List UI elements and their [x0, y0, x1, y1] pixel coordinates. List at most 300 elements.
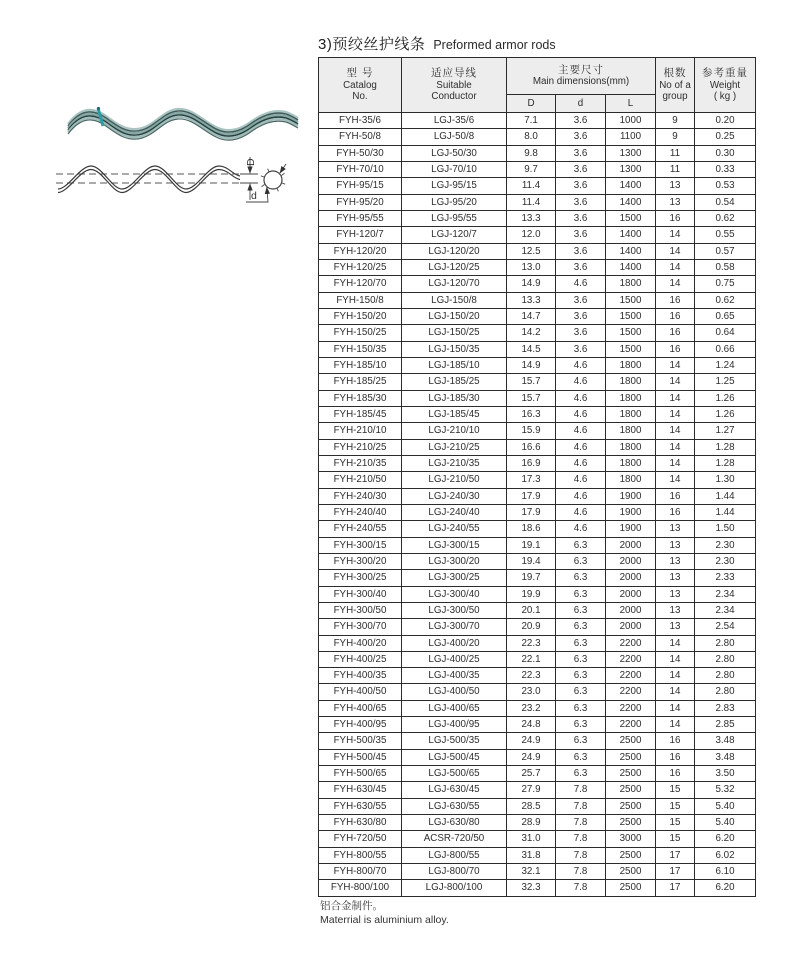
- table-row: [319, 831, 756, 847]
- table-cell: 4.6: [556, 439, 606, 455]
- table-cell: 1900: [606, 504, 656, 520]
- table-cell: 8.0: [507, 129, 556, 145]
- table-cell: 13: [656, 586, 695, 602]
- table-cell: 1800: [606, 439, 656, 455]
- table-cell: FYH-400/20: [319, 635, 402, 651]
- table-cell: 6.20: [695, 831, 756, 847]
- table-cell: FYH-300/15: [319, 537, 402, 553]
- table-cell: 0.65: [695, 308, 756, 324]
- table-cell: FYH-630/80: [319, 815, 402, 831]
- table-row: [319, 259, 756, 275]
- table-cell: 24.9: [507, 749, 556, 765]
- spec-table-body: [319, 113, 756, 897]
- table-cell: 2000: [606, 602, 656, 618]
- table-cell: LGJ-150/20: [402, 308, 507, 324]
- table-cell: LGJ-400/25: [402, 651, 507, 667]
- table-cell: LGJ-210/10: [402, 423, 507, 439]
- table-cell: 13.3: [507, 210, 556, 226]
- table-cell: 14: [656, 635, 695, 651]
- table-cell: 2.80: [695, 651, 756, 667]
- table-cell: 14.7: [507, 308, 556, 324]
- table-row: [319, 570, 756, 586]
- table-cell: 1.30: [695, 472, 756, 488]
- table-cell: 1500: [606, 325, 656, 341]
- table-cell: 3.6: [556, 178, 606, 194]
- table-cell: 19.7: [507, 570, 556, 586]
- table-cell: 6.3: [556, 668, 606, 684]
- table-cell: LGJ-400/50: [402, 684, 507, 700]
- table-cell: 2.80: [695, 668, 756, 684]
- table-cell: 3.6: [556, 259, 606, 275]
- col-header-weight: [695, 58, 756, 113]
- table-cell: 3.6: [556, 210, 606, 226]
- table-cell: 1400: [606, 178, 656, 194]
- table-cell: 3.6: [556, 243, 606, 259]
- table-cell: FYH-400/65: [319, 700, 402, 716]
- table-cell: 14: [656, 472, 695, 488]
- table-cell: LGJ-800/100: [402, 880, 507, 896]
- table-cell: 15.7: [507, 374, 556, 390]
- table-row: [319, 749, 756, 765]
- table-cell: 1.50: [695, 521, 756, 537]
- table-cell: 2.80: [695, 635, 756, 651]
- table-cell: 14: [656, 357, 695, 373]
- table-cell: 14: [656, 439, 695, 455]
- table-cell: 13.0: [507, 259, 556, 275]
- table-cell: 16: [656, 308, 695, 324]
- table-row: [319, 243, 756, 259]
- table-cell: 23.0: [507, 684, 556, 700]
- table-cell: 7.8: [556, 864, 606, 880]
- table-cell: 17: [656, 864, 695, 880]
- rod-outline: [58, 166, 240, 193]
- table-cell: LGJ-400/35: [402, 668, 507, 684]
- table-cell: 14.2: [507, 325, 556, 341]
- table-cell: 13: [656, 553, 695, 569]
- table-cell: LGJ-630/45: [402, 782, 507, 798]
- table-cell: FYH-500/45: [319, 749, 402, 765]
- table-cell: LGJ-300/20: [402, 553, 507, 569]
- table-cell: LGJ-500/35: [402, 733, 507, 749]
- table-cell: 1000: [606, 113, 656, 129]
- table-cell: FYH-800/70: [319, 864, 402, 880]
- table-cell: 11.4: [507, 178, 556, 194]
- table-cell: 1100: [606, 129, 656, 145]
- table-cell: LGJ-400/65: [402, 700, 507, 716]
- table-cell: FYH-185/25: [319, 374, 402, 390]
- table-row: [319, 488, 756, 504]
- table-cell: 2000: [606, 570, 656, 586]
- table-cell: 32.3: [507, 880, 556, 896]
- table-cell: 0.62: [695, 210, 756, 226]
- table-cell: 9: [656, 129, 695, 145]
- table-cell: 5.40: [695, 798, 756, 814]
- table-cell: 1800: [606, 472, 656, 488]
- table-cell: 14: [656, 700, 695, 716]
- table-cell: 16.9: [507, 455, 556, 471]
- armor-rods-photo: [62, 96, 302, 151]
- table-cell: FYH-70/10: [319, 161, 402, 177]
- table-cell: FYH-120/20: [319, 243, 402, 259]
- table-cell: LGJ-500/45: [402, 749, 507, 765]
- table-cell: 1800: [606, 390, 656, 406]
- table-cell: LGJ-300/15: [402, 537, 507, 553]
- table-cell: FYH-500/65: [319, 766, 402, 782]
- table-cell: 1400: [606, 227, 656, 243]
- table-cell: 23.2: [507, 700, 556, 716]
- table-cell: 2000: [606, 619, 656, 635]
- rod-cross-section: [261, 169, 285, 192]
- table-row: [319, 619, 756, 635]
- table-cell: 2500: [606, 798, 656, 814]
- table-cell: 0.30: [695, 145, 756, 161]
- table-row: [319, 325, 756, 341]
- header-line: ( kg ): [713, 91, 737, 103]
- table-cell: FYH-35/6: [319, 113, 402, 129]
- material-note-en: Materrial is aluminium alloy.: [320, 913, 449, 926]
- table-cell: 2500: [606, 733, 656, 749]
- table-cell: 14: [656, 374, 695, 390]
- table-cell: FYH-300/25: [319, 570, 402, 586]
- table-cell: 31.0: [507, 831, 556, 847]
- header-line: No.: [352, 91, 368, 103]
- table-cell: LGJ-150/35: [402, 341, 507, 357]
- table-cell: LGJ-240/40: [402, 504, 507, 520]
- table-cell: 1800: [606, 406, 656, 422]
- table-row: [319, 129, 756, 145]
- table-cell: LGJ-35/6: [402, 113, 507, 129]
- table-cell: 14: [656, 406, 695, 422]
- section-title-en: Preformed armor rods: [433, 38, 556, 52]
- table-cell: LGJ-120/25: [402, 259, 507, 275]
- table-cell: FYH-185/45: [319, 406, 402, 422]
- table-cell: 0.20: [695, 113, 756, 129]
- header-line: Conductor: [431, 91, 477, 103]
- table-row: [319, 374, 756, 390]
- table-cell: 14: [656, 455, 695, 471]
- table-cell: 2.34: [695, 586, 756, 602]
- table-cell: 3.6: [556, 145, 606, 161]
- table-row: [319, 210, 756, 226]
- table-cell: 1.24: [695, 357, 756, 373]
- table-cell: 13: [656, 602, 695, 618]
- header-line: 型 号: [346, 67, 374, 80]
- table-cell: 0.54: [695, 194, 756, 210]
- table-cell: 1.26: [695, 406, 756, 422]
- table-cell: 0.25: [695, 129, 756, 145]
- table-row: [319, 521, 756, 537]
- header-line: Catalog: [343, 79, 377, 91]
- section-title: [318, 33, 556, 54]
- table-cell: 2500: [606, 766, 656, 782]
- table-cell: 1800: [606, 423, 656, 439]
- table-cell: 22.3: [507, 668, 556, 684]
- table-row: [319, 194, 756, 210]
- table-cell: 0.64: [695, 325, 756, 341]
- table-cell: FYH-630/45: [319, 782, 402, 798]
- table-cell: LGJ-185/10: [402, 357, 507, 373]
- table-cell: FYH-150/8: [319, 292, 402, 308]
- table-cell: 16: [656, 325, 695, 341]
- table-cell: 0.62: [695, 292, 756, 308]
- table-cell: LGJ-120/20: [402, 243, 507, 259]
- table-cell: 2.83: [695, 700, 756, 716]
- table-cell: 5.32: [695, 782, 756, 798]
- table-cell: 1900: [606, 488, 656, 504]
- table-row: [319, 684, 756, 700]
- table-cell: 3.6: [556, 113, 606, 129]
- table-cell: 0.53: [695, 178, 756, 194]
- table-row: [319, 145, 756, 161]
- table-cell: 17: [656, 880, 695, 896]
- table-cell: LGJ-800/70: [402, 864, 507, 880]
- table-cell: FYH-210/10: [319, 423, 402, 439]
- table-cell: 6.3: [556, 766, 606, 782]
- table-row: [319, 847, 756, 863]
- table-cell: 2500: [606, 847, 656, 863]
- table-cell: 20.9: [507, 619, 556, 635]
- table-cell: 6.3: [556, 733, 606, 749]
- table-cell: 32.1: [507, 864, 556, 880]
- spec-table-header: [319, 58, 756, 113]
- table-cell: 6.3: [556, 619, 606, 635]
- table-cell: 1500: [606, 341, 656, 357]
- table-row: [319, 276, 756, 292]
- table-cell: 16: [656, 733, 695, 749]
- header-line: Main dimensions(mm): [532, 76, 630, 88]
- table-cell: 7.8: [556, 798, 606, 814]
- col-header-group-count: [656, 58, 695, 113]
- table-cell: 14: [656, 243, 695, 259]
- table-cell: 15: [656, 831, 695, 847]
- header-line: Weight: [709, 79, 741, 91]
- table-cell: FYH-50/30: [319, 145, 402, 161]
- table-cell: 6.20: [695, 880, 756, 896]
- table-cell: FYH-400/50: [319, 684, 402, 700]
- table-cell: 1800: [606, 357, 656, 373]
- table-cell: 6.3: [556, 570, 606, 586]
- table-cell: 3.6: [556, 161, 606, 177]
- table-cell: 2200: [606, 700, 656, 716]
- table-cell: 1800: [606, 455, 656, 471]
- table-cell: 4.6: [556, 504, 606, 520]
- table-cell: 12.0: [507, 227, 556, 243]
- table-cell: 1.25: [695, 374, 756, 390]
- table-row: [319, 439, 756, 455]
- table-row: [319, 308, 756, 324]
- table-cell: 9.8: [507, 145, 556, 161]
- table-cell: ACSR-720/50: [402, 831, 507, 847]
- table-cell: 4.6: [556, 472, 606, 488]
- table-cell: 24.8: [507, 717, 556, 733]
- table-cell: 28.9: [507, 815, 556, 831]
- table-cell: 1500: [606, 308, 656, 324]
- table-cell: 13: [656, 570, 695, 586]
- table-cell: 14: [656, 276, 695, 292]
- table-cell: 1800: [606, 374, 656, 390]
- table-cell: 22.3: [507, 635, 556, 651]
- table-cell: 7.8: [556, 880, 606, 896]
- table-row: [319, 504, 756, 520]
- table-row: [319, 113, 756, 129]
- table-cell: 0.66: [695, 341, 756, 357]
- col-header-L: L: [606, 95, 656, 113]
- table-cell: 6.3: [556, 635, 606, 651]
- table-row: [319, 733, 756, 749]
- table-cell: FYH-240/55: [319, 521, 402, 537]
- table-cell: FYH-800/100: [319, 880, 402, 896]
- table-row: [319, 178, 756, 194]
- table-cell: FYH-185/30: [319, 390, 402, 406]
- table-row: [319, 635, 756, 651]
- header-line: 参考重量: [702, 67, 748, 80]
- table-cell: 2200: [606, 684, 656, 700]
- table-cell: 2000: [606, 553, 656, 569]
- table-cell: 13: [656, 537, 695, 553]
- table-cell: 2.85: [695, 717, 756, 733]
- table-cell: 2200: [606, 635, 656, 651]
- table-cell: 3.6: [556, 227, 606, 243]
- table-cell: FYH-150/20: [319, 308, 402, 324]
- table-cell: 4.6: [556, 521, 606, 537]
- table-cell: LGJ-630/55: [402, 798, 507, 814]
- table-cell: 19.4: [507, 553, 556, 569]
- table-cell: LGJ-185/25: [402, 374, 507, 390]
- table-cell: LGJ-300/40: [402, 586, 507, 602]
- table-cell: 7.8: [556, 831, 606, 847]
- table-cell: 4.6: [556, 423, 606, 439]
- table-cell: 14: [656, 684, 695, 700]
- table-cell: 1.44: [695, 504, 756, 520]
- table-cell: 1300: [606, 145, 656, 161]
- col-header-D: D: [507, 95, 556, 113]
- table-cell: LGJ-120/7: [402, 227, 507, 243]
- table-cell: 14: [656, 259, 695, 275]
- table-cell: FYH-210/35: [319, 455, 402, 471]
- table-cell: 4.6: [556, 276, 606, 292]
- table-cell: FYH-300/20: [319, 553, 402, 569]
- table-cell: FYH-720/50: [319, 831, 402, 847]
- table-cell: 1.28: [695, 455, 756, 471]
- dim-label-D: D: [245, 158, 257, 166]
- armor-rod-dimension-drawing: [52, 146, 297, 216]
- table-cell: 6.3: [556, 749, 606, 765]
- table-cell: LGJ-150/25: [402, 325, 507, 341]
- table-cell: 22.1: [507, 651, 556, 667]
- table-cell: 3.6: [556, 308, 606, 324]
- table-cell: 25.7: [507, 766, 556, 782]
- table-cell: FYH-240/40: [319, 504, 402, 520]
- table-row: [319, 815, 756, 831]
- table-cell: 2.33: [695, 570, 756, 586]
- table-cell: 2.54: [695, 619, 756, 635]
- table-cell: 6.3: [556, 537, 606, 553]
- table-cell: 1.44: [695, 488, 756, 504]
- table-cell: 1.26: [695, 390, 756, 406]
- table-cell: 1400: [606, 243, 656, 259]
- table-cell: LGJ-95/15: [402, 178, 507, 194]
- table-cell: 1300: [606, 161, 656, 177]
- table-cell: 6.3: [556, 586, 606, 602]
- table-row: [319, 798, 756, 814]
- table-cell: 2500: [606, 782, 656, 798]
- table-row: [319, 766, 756, 782]
- table-row: [319, 390, 756, 406]
- table-cell: 2.34: [695, 602, 756, 618]
- header-line: Suitable: [436, 79, 472, 91]
- table-cell: FYH-630/55: [319, 798, 402, 814]
- table-cell: 16: [656, 341, 695, 357]
- table-cell: 0.33: [695, 161, 756, 177]
- table-cell: LGJ-185/30: [402, 390, 507, 406]
- table-cell: 12.5: [507, 243, 556, 259]
- table-cell: 2500: [606, 815, 656, 831]
- header-line: 适应导线: [431, 67, 477, 80]
- table-cell: 15: [656, 815, 695, 831]
- table-cell: 0.55: [695, 227, 756, 243]
- table-cell: 0.58: [695, 259, 756, 275]
- table-row: [319, 341, 756, 357]
- table-row: [319, 717, 756, 733]
- table-cell: 3.6: [556, 194, 606, 210]
- table-cell: FYH-95/20: [319, 194, 402, 210]
- table-cell: 14.9: [507, 357, 556, 373]
- table-cell: 17.9: [507, 504, 556, 520]
- table-row: [319, 668, 756, 684]
- table-cell: 0.75: [695, 276, 756, 292]
- table-cell: 14: [656, 423, 695, 439]
- table-cell: FYH-95/55: [319, 210, 402, 226]
- table-cell: LGJ-300/25: [402, 570, 507, 586]
- table-row: [319, 651, 756, 667]
- table-cell: 17: [656, 847, 695, 863]
- table-row: [319, 880, 756, 896]
- table-cell: LGJ-630/80: [402, 815, 507, 831]
- table-cell: FYH-300/40: [319, 586, 402, 602]
- table-cell: 16: [656, 766, 695, 782]
- table-cell: 3.6: [556, 341, 606, 357]
- table-row: [319, 586, 756, 602]
- table-cell: 14: [656, 227, 695, 243]
- table-cell: 2200: [606, 717, 656, 733]
- table-cell: 3.6: [556, 129, 606, 145]
- table-cell: 19.9: [507, 586, 556, 602]
- table-cell: 3.6: [556, 292, 606, 308]
- table-row: [319, 227, 756, 243]
- section-title-zh: 3)预绞丝护线条: [318, 36, 426, 53]
- table-cell: 2000: [606, 586, 656, 602]
- table-cell: FYH-150/25: [319, 325, 402, 341]
- table-cell: 24.9: [507, 733, 556, 749]
- table-cell: 19.1: [507, 537, 556, 553]
- table-cell: LGJ-300/50: [402, 602, 507, 618]
- table-cell: 13: [656, 178, 695, 194]
- table-cell: FYH-300/50: [319, 602, 402, 618]
- table-cell: 2500: [606, 749, 656, 765]
- table-cell: FYH-300/70: [319, 619, 402, 635]
- table-cell: FYH-500/35: [319, 733, 402, 749]
- table-cell: 27.9: [507, 782, 556, 798]
- table-cell: LGJ-50/30: [402, 145, 507, 161]
- table-cell: LGJ-800/55: [402, 847, 507, 863]
- table-cell: 6.3: [556, 717, 606, 733]
- table-row: [319, 472, 756, 488]
- table-row: [319, 553, 756, 569]
- table-cell: 6.3: [556, 553, 606, 569]
- table-cell: 1900: [606, 521, 656, 537]
- table-cell: 16: [656, 488, 695, 504]
- table-cell: FYH-185/10: [319, 357, 402, 373]
